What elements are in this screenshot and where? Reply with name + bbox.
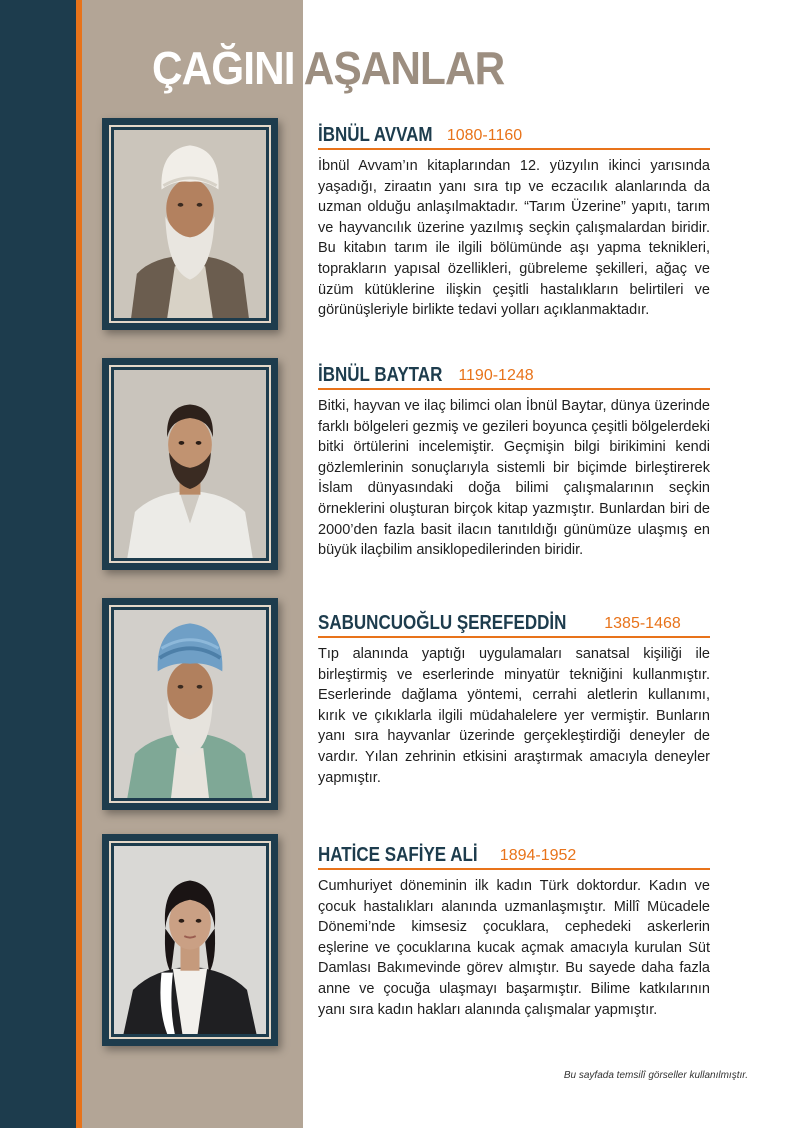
bio-ibnul-baytar [318,358,710,561]
person-bio-text: Cumhuriyet döneminin ilk kadın Türk doktordur. Kadın ve çocuk hastalıkları alanında uzmanlaşmıştır. Millî Mücadele Dönemi’nde kimsesiz çocuklara, cephedeki askerlerin eşlerine ve çocuklarına kucak açmak amacıyla kurulan Süt Damlası Bakımevinde görev almıştır. Bu sayede daha fazla anne ve çocuğa ulaşmayı başarmıştır. Bilime katkılarının yanı sıra kadın hakları alanında çalışmalar yapmıştır. [318,878,710,1018]
woman-dark-jacket-portrait-icon [114,846,266,1034]
bio-hatice-safiye-ali [318,838,710,1020]
person-name: HATİCE SAFİYE ALİ [318,844,478,866]
bearded-man-white-coat-portrait-icon [114,370,266,558]
page-title [152,38,504,98]
footnote: Bu sayfada temsilî görseller kullanılmıştır. [563,1070,748,1081]
blue-turban-elder-portrait-icon [114,610,266,798]
person-name: SABUNCUOĞLU ŞEREFEDDİN [318,612,567,634]
turbaned-scholar-portrait-icon [114,130,266,318]
person-name: İBNÜL AVVAM [318,124,433,146]
bio-ibnul-avvam [318,118,710,321]
person-bio-text: Tıp alanında yaptığı uygulamaları sanatsal kişiliği ile birleştirmiş ve eserlerinde minyatür tekniğini kullanmıştır. Eserlerinde dağlama yöntemi, cerrahi aletlerin kullanımı, kırık ve çıkıklarla ilgili müdahalelere yer vermiştir. Bunların yanı sıra hayvanlar üzerinde gerçekleştirdiği deneyler de vardır. Yılan zehrinin etkisini araştırmak amacıyla deneyler yapmıştır. [318,646,710,786]
bio-header [318,606,710,638]
bio-header [318,838,710,870]
person-name: İBNÜL BAYTAR [318,364,443,386]
person-bio-text: İbnül Avvam’ın kitaplarından 12. yüzyılın ikinci yarısında yaşadığı, ziraatın yanı sıra tıp ve eczacılık alanlarında da uzman olduğu anlaşılmaktadır. “Tarım Üzerine” yapıtı, tarım ve hayvancılık üzerine yazılmış seçkin çalışmalardan biridir. Bu kitabın tarım ile ilgili bölümünde aşı yapma teknikleri, toprakların yapısal özellikleri, gübreleme şekilleri, ağaç ve üzüm kütüklerine ilişkin çeşitli hastalıkların belirtileri ve görünüşleriyle birlikte tedavi yolları açıklanmaktadır. [318,158,710,319]
sidebar-dark-band [0,0,76,1128]
bio-header [318,118,710,150]
page-title-part1: ÇAĞINI [152,42,295,94]
person-years: 1080-1160 [446,127,523,144]
bio-sabuncuoglu [318,606,710,788]
page-title-part2: AŞANLAR [303,42,505,94]
person-years: 1190-1248 [458,367,534,384]
bio-header [318,358,710,390]
person-bio-text: Bitki, hayvan ve ilaç bilimci olan İbnül Baytar, dünya üzerinde farklı bölgeleri gezmiş ve gezileri boyunca çeşitli bölgelerdeki bitki örtülerini incelemiştir. Geçmişin bilgi birikimini kendi gözlemlerinin sonuçlarıyla sistemli bir biçimde birleştirerek İslam dünyasındaki doğa bilimi çalışmalarının seçkin örneklerini oluşturan birçok kitap yazmıştır. Bunlardan biri de 2000’den fazla basit ilacın tanıtıldığı günümüze ulaşmış en büyük ilaçbilim ansiklopedilerinden biridir. [318,398,710,559]
portrait-frame-ibnul-baytar [102,358,278,570]
portrait-frame-sabuncuoglu [102,598,278,810]
portrait-frame-ibnul-avvam [102,118,278,330]
person-years: 1385-1468 [604,615,681,632]
portrait-frame-hatice-safiye-ali [102,834,278,1046]
person-years: 1894-1952 [499,847,577,864]
